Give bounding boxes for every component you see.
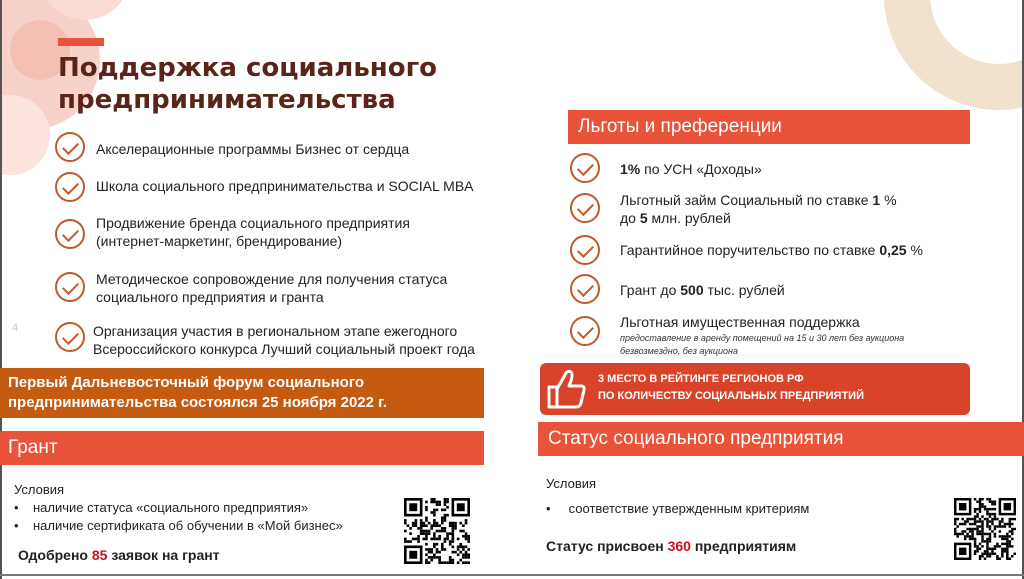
benefit-text: по УСН «Доходы» [640, 161, 762, 177]
benefit-value: 0,25 [879, 242, 907, 258]
page-title-line: предпринимательства [58, 85, 396, 115]
benefit-value: 5 [639, 210, 648, 226]
page-title-line: Поддержка социального [58, 53, 438, 83]
benefit-text: Грант до [620, 282, 681, 298]
status-assigned-prefix: Статус присвоен [546, 538, 664, 554]
benefit-item [620, 160, 762, 178]
status-header: Статус социального предприятия [538, 422, 1024, 456]
benefit-note: безвозмездно, без аукциона [620, 346, 738, 356]
benefit-item [620, 191, 897, 227]
check-circle-icon [570, 193, 600, 223]
grant-approved-suffix: заявок на грант [111, 547, 220, 563]
grant-bullet: • наличие сертификата об обучении в «Мой бизнес» [14, 518, 343, 533]
benefit-text: тыс. рублей [703, 282, 785, 298]
list-item-text: Методическое сопровождение для получения статуса [96, 271, 448, 287]
status-conditions-label: Условия [546, 476, 597, 491]
grant-header: Грант [0, 431, 484, 465]
check-circle-icon [570, 153, 600, 183]
benefit-item [620, 281, 785, 299]
status-bullet: • соответствие утвержденным критериям [546, 501, 810, 516]
rating-banner-line: ПО КОЛИЧЕСТВУ СОЦИАЛЬНЫХ ПРЕДПРИЯТИЙ [598, 390, 864, 402]
decor-arc [884, 0, 1024, 110]
benefit-item [620, 241, 923, 259]
grant-bullet-text: наличие сертификата об обучении в «Мой бизнес» [33, 518, 343, 533]
grant-approved-count: 85 [91, 547, 108, 563]
list-item-text: Продвижение бренда социального предприятия [96, 215, 410, 231]
page-title [58, 52, 538, 116]
benefit-text: Гарантийное поручительство по ставке [620, 242, 880, 258]
list-item [96, 177, 474, 195]
bottom-divider [0, 574, 1024, 576]
thumbs-up-icon [545, 367, 587, 411]
list-item-text: Школа социального предпринимательства и SOCIAL MBA [96, 178, 474, 194]
check-circle-icon [55, 272, 85, 302]
rating-banner [540, 363, 970, 415]
check-circle-icon [570, 235, 600, 265]
status-assigned-count: 360 [667, 538, 691, 554]
list-item-text: социального предприятия и гранта [96, 289, 324, 305]
check-circle-icon [570, 274, 600, 304]
benefit-note: предоставление в аренду помещений на 15 и 30 лет без аукциона [620, 333, 905, 343]
rating-banner-line: 3 МЕСТО В РЕЙТИНГЕ РЕГИОНОВ РФ [598, 373, 804, 385]
grant-bullet: • наличие статуса «социального предприятия» [14, 500, 309, 515]
list-item-text: Акселерационные программы Бизнес от сердца [96, 141, 410, 157]
benefit-value: 500 [680, 282, 704, 298]
list-item [96, 140, 409, 158]
check-circle-icon [55, 322, 85, 352]
benefit-value: 1% [620, 161, 641, 177]
benefit-text: % [880, 192, 897, 208]
frame-border-left [0, 0, 2, 579]
list-item-text: Всероссийского конкурса Лучший социальный проект года [93, 341, 475, 357]
benefit-item [620, 313, 860, 331]
list-item [96, 214, 410, 250]
forum-banner-line: Первый Дальневосточный форум социального [8, 374, 365, 391]
benefit-text: Льготный займ Социальный по ставке [620, 192, 873, 208]
status-assigned [546, 537, 796, 555]
benefits-header: Льготы и преференции [568, 110, 970, 144]
status-assigned-suffix: предприятиям [694, 538, 797, 554]
grant-approved [18, 546, 220, 564]
benefit-text: Льготная имущественная поддержка [620, 314, 860, 330]
list-item-text: Организация участия в региональном этапе ежегодного [93, 323, 458, 339]
qr-code-icon [954, 498, 1016, 560]
check-circle-icon [55, 132, 85, 162]
list-item-text: (интернет-маркетинг, брендирование) [96, 233, 343, 249]
title-accent-bar [58, 38, 104, 46]
grant-conditions-label: Условия [14, 482, 65, 497]
forum-banner-line: предпринимательства состоялся 25 ноября 2022 г. [8, 394, 388, 411]
check-circle-icon [570, 316, 600, 346]
benefit-text: % [906, 242, 923, 258]
list-item [96, 270, 447, 306]
grant-approved-prefix: Одобрено [18, 547, 88, 563]
qr-code-icon [404, 498, 470, 564]
benefit-text: до [620, 210, 640, 226]
grant-bullet-text: наличие статуса «социального предприятия» [33, 500, 309, 515]
page-number: 4 [12, 322, 19, 334]
list-item [93, 322, 475, 358]
benefit-text: млн. рублей [647, 210, 731, 226]
benefit-value: 1 [872, 192, 881, 208]
status-bullet-text: соответствие утвержденным критериям [568, 501, 810, 516]
check-circle-icon [55, 172, 85, 202]
check-circle-icon [55, 219, 85, 249]
forum-banner [0, 368, 484, 418]
